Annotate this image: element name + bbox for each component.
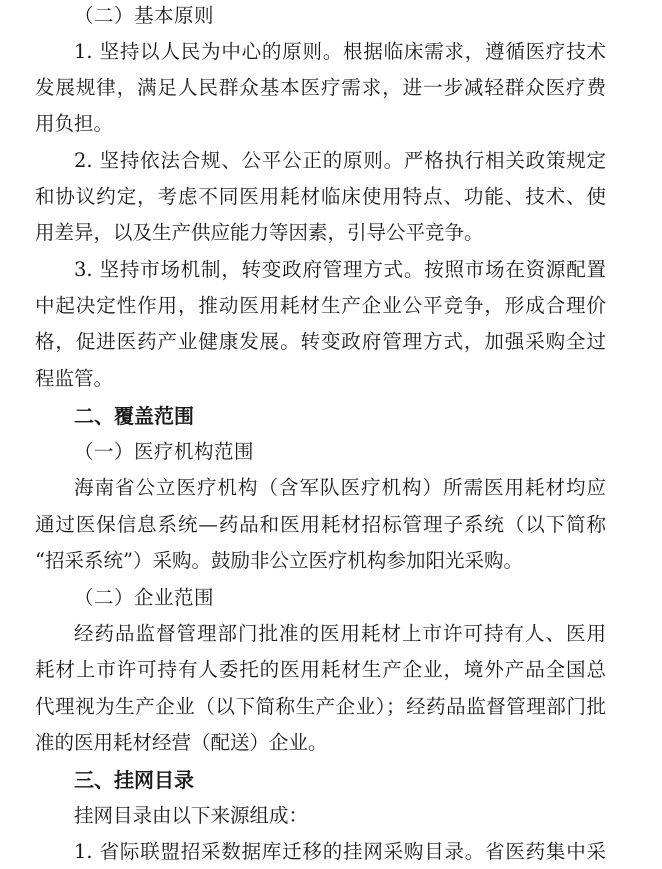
paragraph-line: 海南省公立医疗机构（含军队医疗机构）所需医用耗材均应: [74, 476, 606, 499]
paragraph-line: 用差异，以及生产供应能力等因素，引导公平竞争。: [35, 221, 484, 244]
paragraph-line: 经药品监督管理部门批准的医用耗材上市许可持有人、医用: [74, 622, 606, 645]
paragraph-line: 发展规律，满足人民群众基本医疗需求，进一步减轻群众医疗费: [35, 76, 606, 99]
paragraph-line: 耗材上市许可持有人委托的医用耗材生产企业，境外产品全国总: [35, 658, 606, 681]
paragraph-line: “招采系统”）采购。鼓励非公立医疗机构参加阳光采购。: [35, 549, 523, 572]
section-heading-catalog: 三、挂网目录: [74, 768, 194, 792]
paragraph-line: 代理视为生产企业（以下简称生产企业）；经药品监督管理部门批: [35, 695, 606, 718]
paragraph-line: 3. 坚持市场机制，转变政府管理方式。按照市场在资源配置: [74, 258, 606, 281]
paragraph-line: 准的医用耗材经营（配送）企业。: [35, 731, 328, 754]
paragraph-line: 挂网目录由以下来源组成：: [74, 804, 309, 827]
subsection-heading-enterprises: （二）企业范围: [74, 586, 215, 609]
paragraph-line: 2. 坚持依法合规、公平公正的原则。严格执行相关政策规定: [74, 149, 606, 172]
section-heading-basic-principles: （二）基本原则: [74, 4, 215, 27]
paragraph-line: 程监管。: [35, 367, 114, 390]
paragraph-line: 中起决定性作用，推动医用耗材生产企业公平竞争，形成合理价: [35, 294, 606, 317]
section-heading-coverage: 二、覆盖范围: [74, 404, 194, 428]
paragraph-line: 1. 省际联盟招采数据库迁移的挂网采购目录。省医药集中采: [74, 840, 606, 863]
paragraph-line: 和协议约定，考虑不同医用耗材临床使用特点、功能、技术、使: [35, 185, 606, 208]
paragraph-line: 格，促进医药产业健康发展。转变政府管理方式，加强采购全过: [35, 330, 606, 353]
paragraph-line: 通过医保信息系统—药品和医用耗材招标管理子系统（以下简称: [35, 513, 606, 536]
paragraph-line: 1. 坚持以人民为中心的原则。根据临床需求，遵循医疗技术: [74, 40, 606, 63]
subsection-heading-medical-institutions: （一）医疗机构范围: [74, 440, 255, 463]
paragraph-line: 用负担。: [35, 112, 114, 135]
